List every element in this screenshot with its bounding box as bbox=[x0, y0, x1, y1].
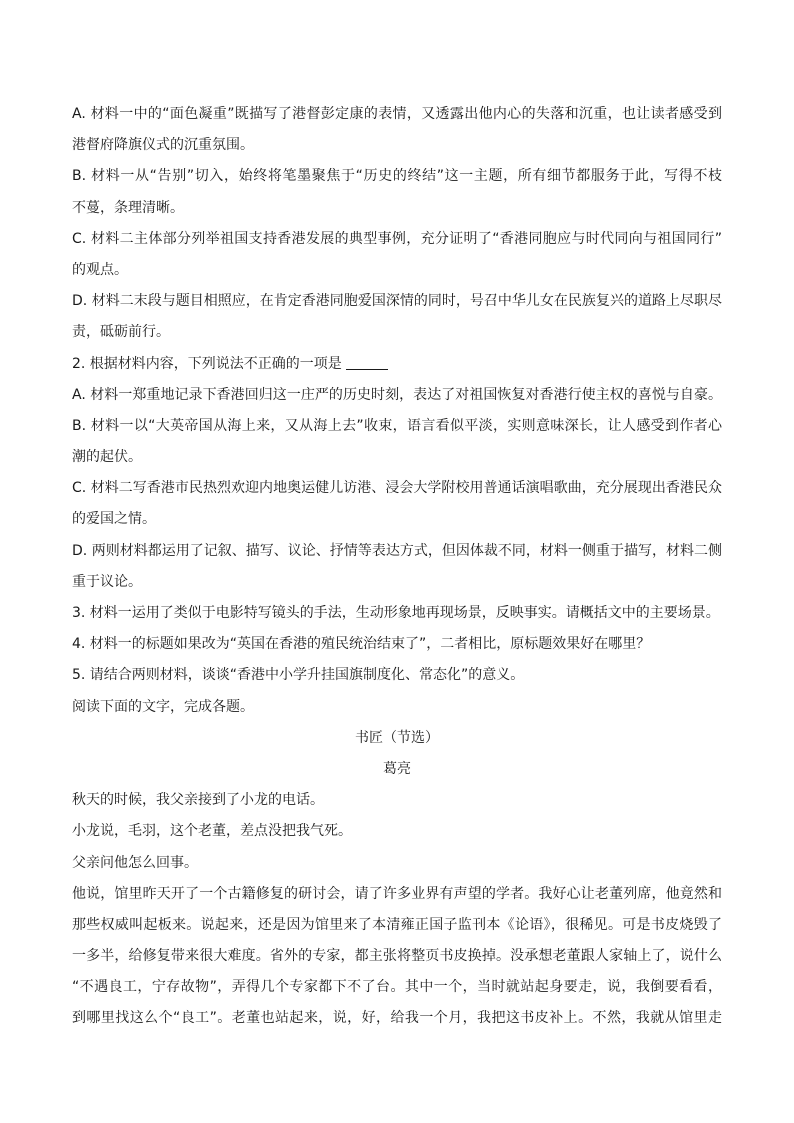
text-content: 3. 材料一运用了类似于电影特写镜头的手法，生动形象地再现场景，反映事实。请概括文中的主要场景。 bbox=[72, 605, 720, 621]
text-content: 不蔓，条理清晰。 bbox=[72, 199, 184, 216]
text-content: 葛亮 bbox=[383, 760, 411, 777]
text-content: 父亲问他怎么回事。 bbox=[72, 854, 198, 871]
text-line-instruction bbox=[72, 692, 722, 723]
text-line-q5 bbox=[72, 660, 722, 691]
text-content: 的爱国之情。 bbox=[72, 511, 156, 528]
text-line-q1-c-2 bbox=[72, 255, 722, 286]
text-line-q1-c-1 bbox=[72, 224, 722, 255]
text-content: 阅读下面的文字，完成各题。 bbox=[72, 698, 254, 715]
text-content: B. 材料一从“告别”切入，始终将笔墨聚焦于“历史的终结”这一主题，所有细节都服务于此，写得不枝 bbox=[72, 168, 722, 185]
text-content: B. 材料一以“大英帝国从海上来，又从海上去”收束，语言看似平淡，实则意味深长，让人感受到作者心 bbox=[72, 417, 722, 434]
text-line-q1-d-2 bbox=[72, 317, 722, 348]
text-line-p4-4 bbox=[72, 972, 722, 1003]
text-content: 2. 根据材料内容，下列说法不正确的一项是 bbox=[72, 355, 342, 372]
text-content: 到哪里找这么个“良工”。老董也站起来，说，好，给我一个月，我把这书皮补上。不然，我就从馆里走 bbox=[72, 1010, 722, 1027]
text-content: A. 材料一中的“面色凝重”既描写了港督彭定康的表情，又透露出他内心的失落和沉重，也让读者感受到 bbox=[72, 106, 722, 122]
text-line-q4 bbox=[72, 629, 722, 660]
text-line-q1-b-2 bbox=[72, 193, 722, 224]
text-line-q1-d-1 bbox=[72, 286, 722, 317]
text-line-q1-b-1 bbox=[72, 161, 722, 192]
text-content: “不遇良工，宁存故物”，弄得几个专家都下不了台。其中一个，当时就站起身要走，说，我倒要看看， bbox=[72, 979, 722, 996]
text-content: 潮的起伏。 bbox=[72, 449, 142, 466]
text-line-article-title bbox=[72, 723, 722, 754]
text-line-q2-a-1 bbox=[72, 380, 722, 411]
text-line-p2 bbox=[72, 816, 722, 847]
text-content: C. 材料二主体部分列举祖国支持香港发展的典型事例，充分证明了“香港同胞应与时代同向与祖国同行” bbox=[72, 230, 722, 247]
text-content: 书匠（节选） bbox=[355, 729, 439, 746]
text-line-q2-d-1 bbox=[72, 536, 722, 567]
answer-blank bbox=[346, 355, 388, 370]
text-line-article-author bbox=[72, 754, 722, 785]
text-content: 4. 材料一的标题如果改为“英国在香港的殖民统治结束了”，二者相比，原标题效果好在哪里？ bbox=[72, 636, 651, 653]
text-content: 的观点。 bbox=[72, 261, 128, 278]
text-content: C. 材料二写香港市民热烈欢迎内地奥运健儿访港、浸会大学附校用普通话演唱歌曲，充分展现出香港民众 bbox=[72, 480, 722, 497]
text-line-p4-2 bbox=[72, 910, 722, 941]
text-content: 小龙说，毛羽，这个老董，差点没把我气死。 bbox=[72, 823, 352, 840]
text-line-q2-c-1 bbox=[72, 473, 722, 504]
text-content: 重于议论。 bbox=[72, 573, 142, 590]
text-line-p4-3 bbox=[72, 941, 722, 972]
text-line-q3 bbox=[72, 598, 722, 629]
text-line-p4-5 bbox=[72, 1003, 722, 1034]
text-content: A. 材料一郑重地记录下香港回归这一庄严的历史时刻，表达了对祖国恢复对香港行使主权的喜悦与自豪。 bbox=[72, 386, 722, 403]
text-line-q2-b-2 bbox=[72, 442, 722, 473]
text-line-q1-a-2 bbox=[72, 130, 722, 161]
text-line-q2-c-2 bbox=[72, 504, 722, 535]
text-content: 他说，馆里昨天开了一个古籍修复的研讨会，请了许多业界有声望的学者。我好心让老董列席，他竟然和 bbox=[72, 885, 722, 902]
text-content: 责，砥砺前行。 bbox=[72, 324, 170, 341]
text-content: 5. 请结合两则材料，谈谈“香港中小学升挂国旗制度化、常态化”的意义。 bbox=[72, 667, 525, 684]
text-line-q2-d-2 bbox=[72, 567, 722, 598]
text-line-p3 bbox=[72, 848, 722, 879]
text-content: 秋天的时候，我父亲接到了小龙的电话。 bbox=[72, 792, 324, 809]
text-content: 一多半，给修复带来很大难度。省外的专家，都主张将整页书皮换掉。没承想老董跟人家轴上了，说什么 bbox=[72, 948, 722, 965]
text-line-p4-1 bbox=[72, 879, 722, 910]
document-page bbox=[72, 99, 722, 1035]
text-line-q2-b-1 bbox=[72, 411, 722, 442]
text-content: 那些权威叫起板来。说起来，还是因为馆里来了本清雍正国子监刊本《论语》，很稀见。可是书皮烧毁了 bbox=[72, 916, 722, 933]
text-line-q1-a-1 bbox=[72, 99, 722, 130]
text-line-p1 bbox=[72, 785, 722, 816]
text-content: D. 材料二末段与题目相照应，在肯定香港同胞爱国深情的同时，号召中华儿女在民族复兴的道路上尽职尽 bbox=[72, 293, 722, 310]
text-content: D. 两则材料都运用了记叙、描写、议论、抒情等表达方式，但因体裁不同，材料一侧重于描写，材料二侧 bbox=[72, 542, 722, 559]
text-line-q2-stem bbox=[72, 349, 722, 380]
text-content: 港督府降旗仪式的沉重氛围。 bbox=[72, 137, 254, 154]
